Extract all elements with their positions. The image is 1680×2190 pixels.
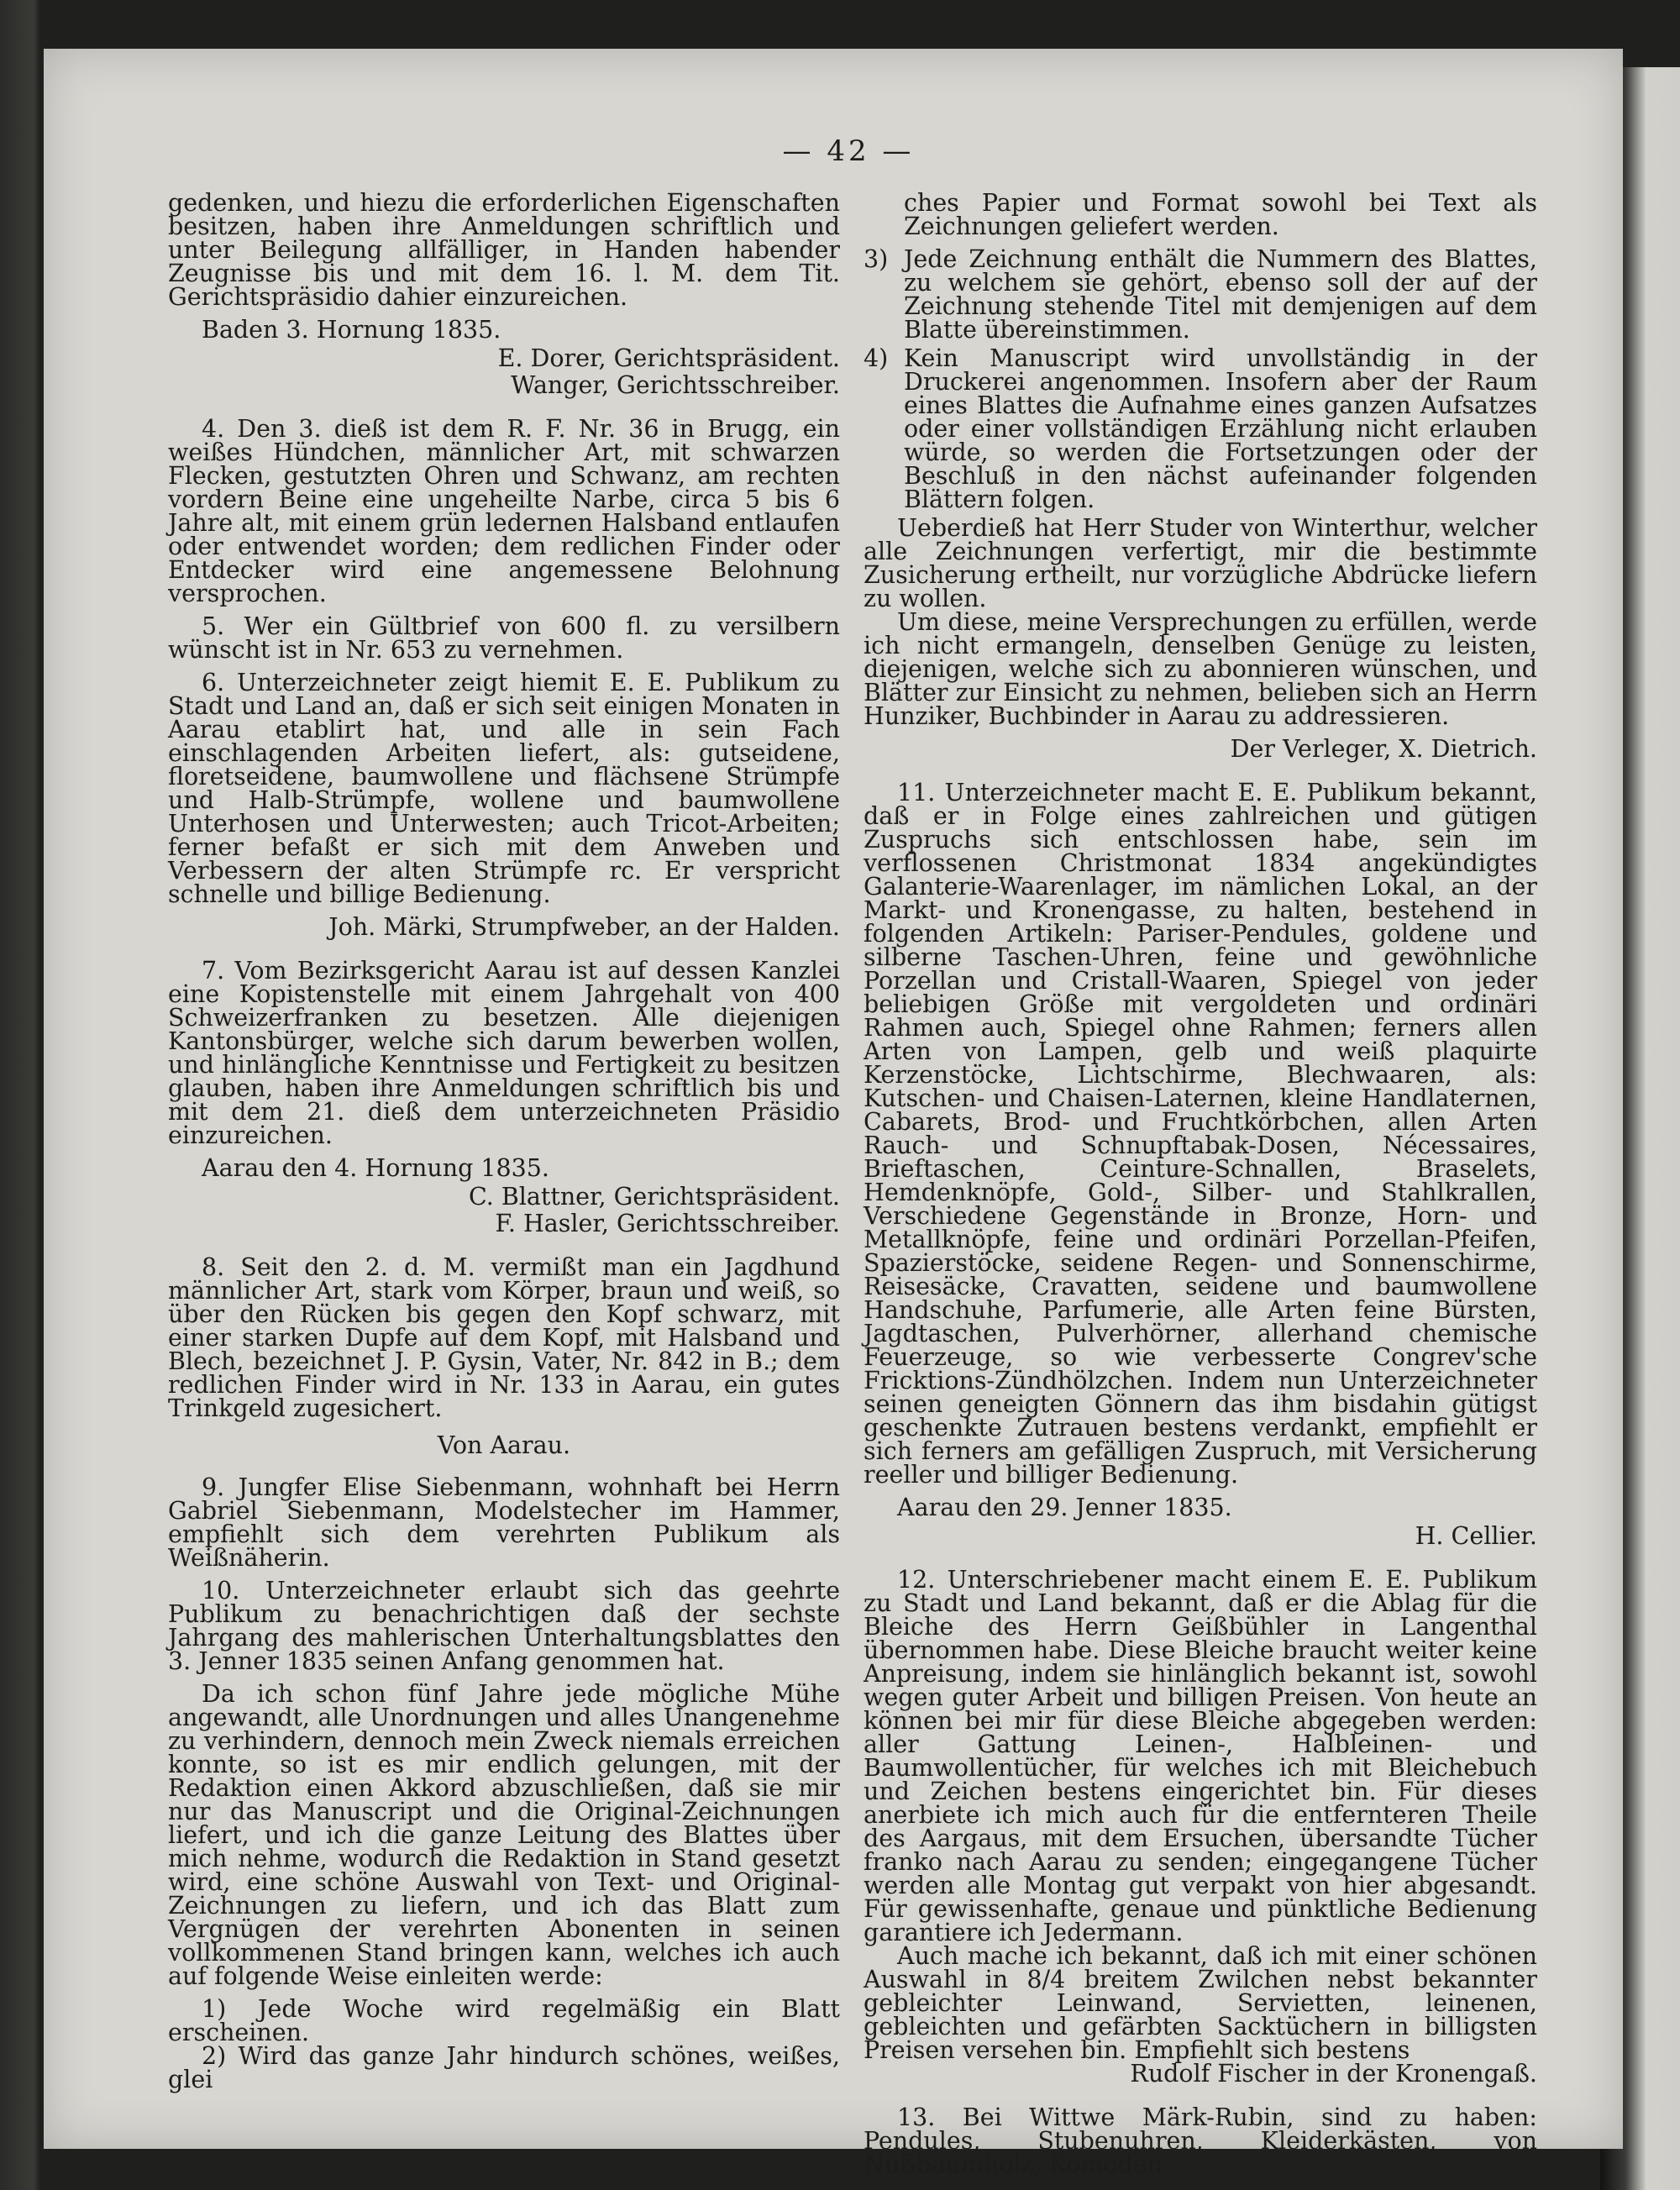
publisher-signature: Der Verleger, X. Dietrich. <box>1230 735 1537 763</box>
notice-12-signature: Rudolf Fischer in der Kronengaß. <box>1130 2060 1537 2088</box>
notice-12-body: Auch mache ich bekannt, daß ich mit einer schönen Auswahl in 8/4 breitem Zwilchen nebst bekannter gebleichter Leinwand, Servietten, leinenen, gebleichten und gefärbten Sacktüchern in billigsten Preisen versehen bin. Empfiehlt sich bestens <box>864 1942 1537 2064</box>
notice-10-continuation: ches Papier und Format sowohl bei Text als Zeichnungen geliefert werden. <box>904 189 1537 240</box>
notice-10-list-2: 2) Wird das ganze Jahr hindurch schönes, weißes, glei <box>168 2042 840 2093</box>
notice-10-ueberdiess: Ueberdieß hat Herr Studer von Winterthur, welcher alle Zeichnungen verfertigt, mir die bestimmte Zusicherung ertheilt, nur vorzügliche Abdrücke liefern zu wollen. <box>864 514 1537 612</box>
notice-8: 8. Seit den 2. d. M. vermißt man ein Jagdhund männlicher Art, stark vom Körper, braun und weiß, so über den Rücken bis gegen den Kopf schwarz, mit einer starken Dupfe auf dem Kopf, mit Halsband und Blech, bezeichnet J. P. Gysin, Vater, Nr. 842 in B.; dem redlichen Finder wird in Nr. 133 in Aarau, ein gutes Trinkgeld zugesichert. <box>168 1253 840 1422</box>
list-text-3: Jede Zeichnung enthält die Nummern des Blattes, zu welchem sie gehört, ebenso soll der auf der Zeichnung stehende Titel mit demjenigen auf dem Blatte übereinstimmen. <box>904 245 1537 344</box>
notice-9: 9. Jungfer Elise Siebenmann, wohnhaft bei Herrn Gabriel Siebenmann, Modelstecher im Hammer, empfiehlt sich dem verehrten Publikum als Weißnäherin. <box>168 1473 840 1572</box>
notice-7: 7. Vom Bezirksgericht Aarau ist auf dessen Kanzlei eine Kopistenstelle mit einem Jahrgehalt von 400 Schweizerfranken zu besetzen. Alle diejenigen Kantonsbürger, welche sich darum bewerben wollen, und hinlängliche Kenntnisse und Fertigkeit zu besitzen glauben, haben ihre Anmeldungen schriftlich bis und mit dem 21. dieß dem unterzeichneten Präsidio einzureichen. <box>168 957 840 1149</box>
intro-signature-2: Wanger, Gerichtsschreiber. <box>511 371 840 399</box>
notice-7-signature-2: F. Hasler, Gerichtsschreiber. <box>495 1210 840 1237</box>
right-column <box>864 189 1537 2186</box>
notice-6-signature: Joh. Märki, Strumpfweber, an der Halden. <box>328 913 840 941</box>
left-column <box>168 189 840 2101</box>
notice-10-list-4 <box>864 344 1537 513</box>
notice-11-date: Aarau den 29. Jenner 1835. <box>897 1494 1232 1521</box>
notice-10-um-diese: Um diese, meine Versprechungen zu erfüllen, werde ich nicht ermangeln, denselben Genüge zu leisten, diejenigen, welche sich zu abonnieren wünschen, und Blätter zur Einsicht zu nehmen, belieben sich an Herrn Hunziker, Buchbinder in Aarau zu addressieren. <box>864 608 1537 730</box>
notice-10-list-3 <box>864 245 1537 344</box>
notice-10: 10. Unterzeichneter erlaubt sich das geehrte Publikum zu benachrichtigen daß der sechste Jahrgang des mahlerischen Unterhaltungsblattes den 3. Jenner 1835 seinen Anfang genommen hat. <box>168 1577 840 1675</box>
notice-10-body: Da ich schon fünf Jahre jede mögliche Mühe angewandt, alle Unordnungen und alles Unangenehme zu verhindern, dennoch mein Zweck niemals erreichen konnte, so ist es mir endlich gelungen, mit der Redaktion einen Akkord abzuschließen, daß sie mir nur das Manuscript und die Original-Zeichnungen liefert, und ich die ganze Leitung des Blattes über mich nehme, wodurch die Redaktion in Stand gesetzt wird, eine schöne Auswahl von Text- und Original-Zeichnungen zu liefern, und ich das Blatt zum Vergnügen der verehrten Abonenten in seinen vollkommenen Stand bringen kann, welches ich auch auf folgende Weise einleiten werde: <box>168 1680 840 1990</box>
intro-paragraph: gedenken, und hiezu die erforderlichen Eigenschaften besitzen, haben ihre Anmeldungen schriftlich und unter Beilegung allfälliger, in Handen habender Zeugnisse bis und mit dem 16. l. M. dem Tit. Gerichtspräsidio dahier einzureichen. <box>168 189 840 311</box>
notice-4: 4. Den 3. dieß ist dem R. F. Nr. 36 in Brugg, ein weißes Hündchen, männlicher Art, mit schwarzen Flecken, gestutzten Ohren und Schwanz, am rechten vordern Beine eine ungeheilte Narbe, circa 5 bis 6 Jahre alt, mit einem grün ledernen Halsband entlaufen oder entwendet worden; dem redlichen Finder oder Entdecker wird eine angemessene Belohnung versprochen. <box>168 415 840 607</box>
page-number: — 42 — <box>782 134 915 168</box>
list-text-4: Kein Manuscript wird unvollständig in der Druckerei angenommen. Insofern aber der Raum eines Blattes die Aufnahme eines ganzen Aufsatzes oder einer vollständigen Erzählung nicht erlauben würde, so werden die Fortsetzungen oder der Beschluß in den nächst aufeinander folgenden Blättern folgen. <box>904 344 1537 513</box>
intro-date: Baden 3. Hornung 1835. <box>202 316 501 344</box>
notice-12: 12. Unterschriebener macht einem E. E. Publikum zu Stadt und Land bekannt, daß er die Ablag für die Bleiche des Herrn Geißbühler in Langenthal übernommen habe. Diese Bleiche braucht weiter keine Anpreisung, indem sie hinlänglich bekannt ist, sowohl wegen guter Arbeit und billigen Preisen. Von heute an können bei mir für diese Bleiche abgegeben werden: aller Gattung Leinen-, Halbleinen- und Baumwollentücher, für welches ich mit Bleichebuch und Zeichen bestens eingerichtet bin. Für dieses anerbiete ich mich auch für die entfernteren Theile des Aargaus, mit dem Ersuchen, übersandte Tücher franko nach Aarau zu senden; eingegangene Tücher werden alle Montag gut verpakt von hier abgesandt. Für gewissenhafte, genaue und pünktliche Bedienung garantiere ich Jedermann. <box>864 1566 1537 1946</box>
notice-13: 13. Bei Wittwe Märk-Rubin, sind zu haben: Pendules, Stubenuhren, Kleiderkästen, von Nußbaumholz, Komoden- <box>864 2103 1537 2178</box>
notice-7-signature-1: C. Blattner, Gerichtspräsident. <box>468 1183 840 1211</box>
list-number-4: 4) <box>864 344 889 372</box>
notice-11-signature: H. Cellier. <box>1415 1522 1537 1550</box>
notice-6: 6. Unterzeichneter zeigt hiemit E. E. Publikum zu Stadt und Land an, daß er sich seit einigen Monaten in Aarau etablirt hat, und alle in sein Fach einschlagenden Arbeiten liefert, als: gutseidene, floretseidene, baumwollene und flächsene Strümpfe und Halb-Strümpfe, wollene und baumwollene Unterhosen und Unterwesten; auch Tricot-Arbeiten; ferner befaßt er sich mit dem Anweben und Verbessern der alten Strümpfe rc. Er verspricht schnelle und billige Bedienung. <box>168 669 840 908</box>
notice-5: 5. Wer ein Gültbrief von 600 fl. zu versilbern wünscht ist in Nr. 653 zu vernehmen. <box>168 612 840 664</box>
list-number-3: 3) <box>864 245 889 273</box>
notice-10-list-1: 1) Jede Woche wird regelmäßig ein Blatt erscheinen. <box>168 1995 840 2046</box>
section-heading-von-aarau: Von Aarau. <box>437 1431 571 1459</box>
notice-7-date: Aarau den 4. Hornung 1835. <box>202 1154 549 1182</box>
notice-11: 11. Unterzeichneter macht E. E. Publikum bekannt, daß er in Folge eines zahlreichen und gütigen Zuspruchs sich entschlossen habe, sein im verflossenen Christmonat 1834 angekündigtes Galanterie-Waarenlager, im nämlichen Lokal, an der Markt- und Kronengasse, zu halten, bestehend in folgenden Artikeln: Pariser-Pendules, goldene und silberne Taschen-Uhren, feine und gewöhnliche Porzellan und Cristall-Waaren, Spiegel von jeder beliebigen Größe mit vergoldeten und ordinäri Rahmen auch, Spiegel ohne Rahmen; ferners allen Arten von Lampen, gelb und weiß plaquirte Kerzenstöcke, Lichtschirme, Blechwaaren, als: Kutschen- und Chaisen-Laternen, kleine Handlaternen, Cabarets, Brod- und Fruchtkörbchen, allen Arten Rauch- und Schnupftabak-Dosen, Nécessaires, Brieftaschen, Ceinture-Schnallen, Braselets, Hemdenknöpfe, Gold-, Silber- und Stahlkrallen, Verschiedene Gegenstände in Bronze, Horn- und Metallknöpfe, feine und ordinäri Porzellan-Pfeifen, Spazierstöcke, seidene Regen- und Sonnenschirme, Reisesäcke, Cravatten, seidene und baumwollene Handschuhe, Parfumerie, alle Arten feine Bürsten, Jagdtaschen, Pulverhörner, allerhand chemische Feuerzeuge, so wie verbesserte Congrev'sche Fricktions-Zündhölzchen. Indem nun Unterzeichneter seinen geneigten Gönnern das ihm bisdahin gütigst geschenkte Zutrauen bestens verdankt, empfiehlt er sich ferners am gefälligen Zuspruch, mit Versicherung reeller und billiger Bedienung. <box>864 779 1537 1489</box>
intro-signature-1: E. Dorer, Gerichtspräsident. <box>497 344 840 372</box>
